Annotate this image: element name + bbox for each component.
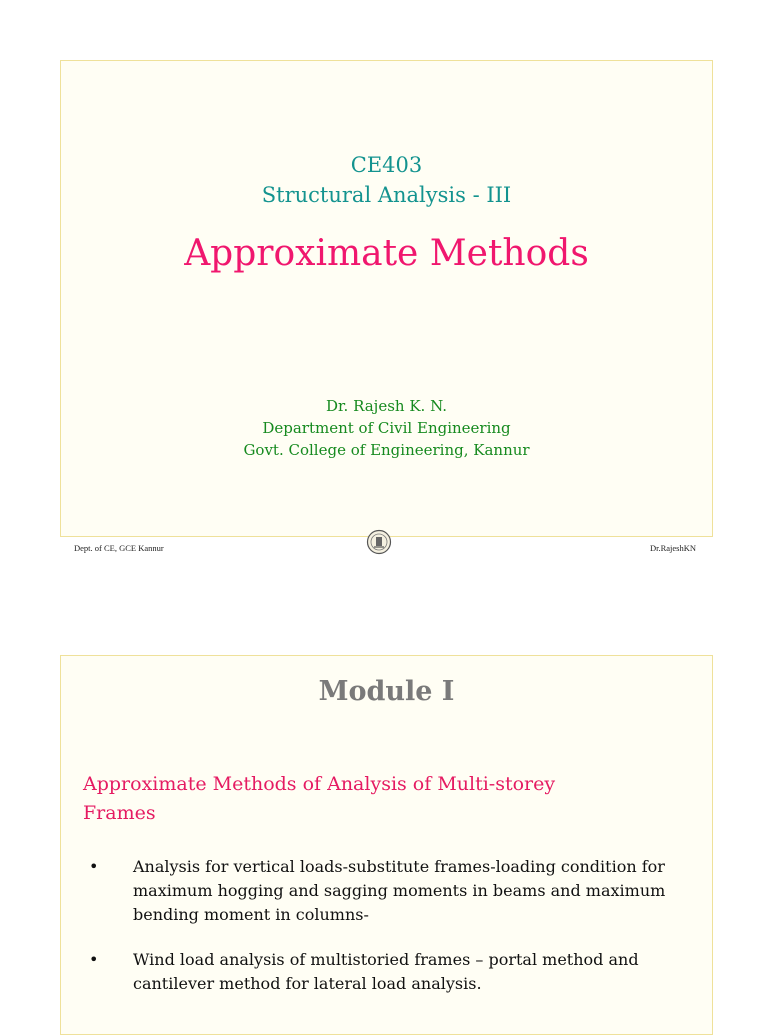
author-department: Department of Civil Engineering: [262, 419, 511, 437]
author-college: Govt. College of Engineering, Kannur: [243, 441, 530, 459]
slide-title: Approximate Methods: [184, 233, 589, 274]
module-slide: [60, 655, 713, 1035]
title-slide: [60, 60, 713, 537]
bullet-text: Wind load analysis of multistoried frames – portal method and cantilever method for lateral load analysis.: [133, 950, 639, 993]
bullet-text: Analysis for vertical loads-substitute frames-loading condition for maximum hogging and sagging moments in beams and maximum bending moment in columns-: [133, 857, 666, 924]
footer-right: Dr.RajeshKN: [649, 543, 696, 553]
course-name: Structural Analysis - III: [261, 183, 512, 207]
module-heading: Module I: [318, 676, 455, 707]
bullet-symbol: •: [89, 950, 99, 969]
footer-left: Dept. of CE, GCE Kannur: [74, 543, 164, 553]
course-code: CE403: [350, 153, 423, 177]
college-seal-icon: [366, 529, 392, 555]
bullet-symbol: •: [89, 857, 99, 876]
section-title: Approximate Methods of Analysis of Multi-storey Frames: [83, 773, 556, 824]
author-name: Dr. Rajesh K. N.: [326, 397, 447, 415]
